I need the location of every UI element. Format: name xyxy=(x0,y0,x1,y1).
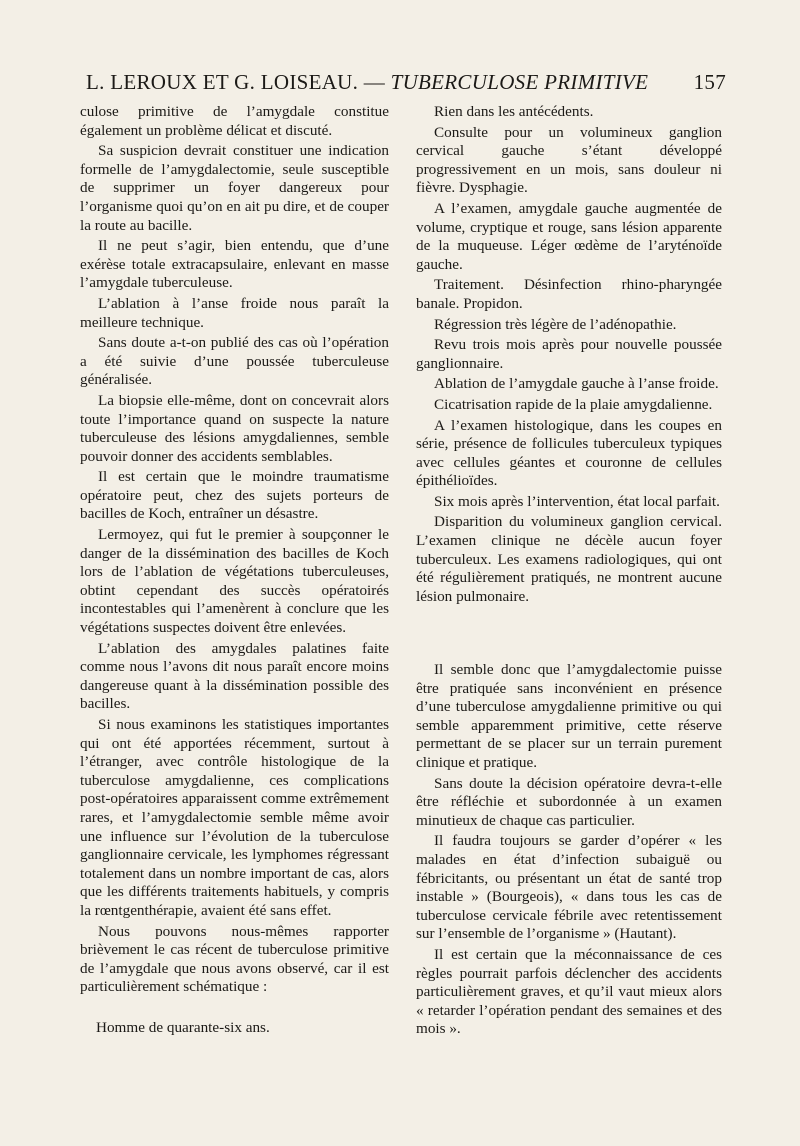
paragraph: Ablation de l’amygdale gauche à l’anse froide. xyxy=(434,375,719,393)
paragraph: A l’examen histologique, dans les coupes en série, présence de follicules tuberculeux typiques avec cellules géantes et couronne de cellules épithélioïdes. xyxy=(416,416,722,490)
paragraph: Consulte pour un volumineux ganglion cervical gauche s’étant développé progressivement en un mois, sans douleur ni fièvre. Dysphagie. xyxy=(416,123,722,197)
right-column-case-report xyxy=(416,103,722,608)
case-heading: Homme de quarante-six ans. xyxy=(96,1018,270,1036)
paragraph: Il ne peut s’agir, bien entendu, que d’une exérèse totale extracapsulaire, enlevant en masse l’amygdale tuberculeuse. xyxy=(80,237,389,292)
paragraph: Rien dans les antécédents. xyxy=(434,103,594,120)
paragraph: Il est certain que la méconnaissance de ces règles pourrait parfois déclencher des accidents particulièrement graves, et qu’il vaut mieux alors « retarder l’opération pendant des semaines et des mois ». xyxy=(416,945,722,1038)
paragraph: Il est certain que le moindre traumatisme opératoire peut, chez des sujets porteurs de bacilles de Koch, entraîner un désastre. xyxy=(80,468,389,523)
conclusion-paragraphs xyxy=(416,661,722,1039)
paragraph: Il faudra toujours se garder d’opérer « les malades en état d’infection subaiguë ou fébricitants, ou présentant un état de santé trop instable » (Bourgeois), « dans tous les cas de tuberculose cervicale fébrile avec retentissement sur l’ensemble de l’organisme » (Hautant). xyxy=(416,832,722,943)
header-dash: — xyxy=(358,70,391,94)
paragraph: Revu trois mois après pour nouvelle poussée ganglionnaire. xyxy=(416,336,722,372)
paragraph: Cicatrisation rapide de la plaie amygdalienne. xyxy=(434,395,713,413)
paragraph: Sans doute la décision opératoire devra-t-elle être réfléchie et subordonnée à un examen minutieux de chaque cas particulier. xyxy=(416,774,722,829)
paragraph: Lermoyez, qui fut le premier à soupçonner le danger de la dissémination des bacilles de Koch lors de l’ablation de végétations tuberculeuses, obtint cependant des succès opératoirés incontestables qui l’amenèrent à conclure que les végétations suspectes doivent être enlevées. xyxy=(80,526,389,637)
case-report-paragraphs xyxy=(416,103,722,606)
left-column xyxy=(80,103,389,1040)
paragraph: Sans doute a-t-on publié des cas où l’opération a été suivie d’une poussée tuberculeuse généralisée. xyxy=(80,334,389,389)
paragraph: Il semble donc que l’amygdalectomie puisse être pratiquée sans inconvénient en présence d’une tuberculose amygdalienne primitive ou qui semble apparemment primitive, cette réserve permettant de se placer sur un terrain purement clinique et pratique. xyxy=(416,661,722,771)
header-title: TUBERCULOSE PRIMITIVE xyxy=(390,70,649,94)
paragraph: Nous pouvons nous-mêmes rapporter brièvement le cas récent de tuberculose primitive de l’amygdale que nous avons observé, car il est particulièrement schématique : xyxy=(80,922,389,996)
paragraph: Disparition du volumineux ganglion cervical. L’examen clinique ne décèle aucun foyer tuberculeux. Les examens radiologiques, qui ont été régulièrement pratiqués, ne montrent aucune lésion pulmonaire. xyxy=(416,513,722,605)
paragraph: Traitement. Désinfection rhino-pharyngée banale. Propidon. xyxy=(416,276,722,312)
paragraph: Régression très légère de l’adénopathie. xyxy=(434,315,677,333)
paragraph: Sa suspicion devrait constituer une indication formelle de l’amygdalectomie, seule susceptible de supprimer un foyer dangereux pour l’organisme quoi qu’on en ait pu dire, et de couper la route au bacille. xyxy=(80,142,389,234)
left-paragraphs xyxy=(80,103,389,997)
column-gap xyxy=(80,999,389,1019)
header-authors: L. LEROUX ET G. LOISEAU. xyxy=(86,70,359,94)
right-column-conclusion xyxy=(416,661,722,1041)
paragraph: A l’examen, amygdale gauche augmentée de volume, cryptique et rouge, sans lésion apparente de la muqueuse. Léger œdème de l’aryténoïde gauche. xyxy=(416,199,722,273)
paragraph: Six mois après l’intervention, état local parfait. xyxy=(434,492,720,510)
page-number: 157 xyxy=(693,70,726,94)
paragraph: La biopsie elle-même, dont on concevrait alors toute l’importance quand on suspecte la nature tuberculeuse des lésions amygdaliennes, semble pouvoir donner des accidents semblables. xyxy=(80,391,389,465)
running-header xyxy=(86,70,726,100)
paragraph: culose primitive de l’amygdale constitue également un problème délicat et discuté. xyxy=(80,103,389,139)
paragraph: L’ablation des amygdales palatines faite comme nous l’avons dit nous paraît encore moins dangereuse quant à la dissémination possible des bacilles. xyxy=(80,639,389,713)
paragraph: Si nous examinons les statistiques importantes qui ont été apportées récemment, surtout à l’étranger, avec contrôle histologique de la tuberculose amygdalienne, ces complications post-opératoires apparaissent comme extrêmement rares, et l’amygdalectomie semble même avoir une influence sur l’évolution de la tuberculose ganglionnaire cervicale, les lymphomes régressant totalement dans un nombre important de cas, alors que les différents traitements habituels, y compris la rœntgenthérapie, avaient été sans effet. xyxy=(80,716,389,919)
paragraph: L’ablation à l’anse froide nous paraît la meilleure technique. xyxy=(80,294,389,331)
